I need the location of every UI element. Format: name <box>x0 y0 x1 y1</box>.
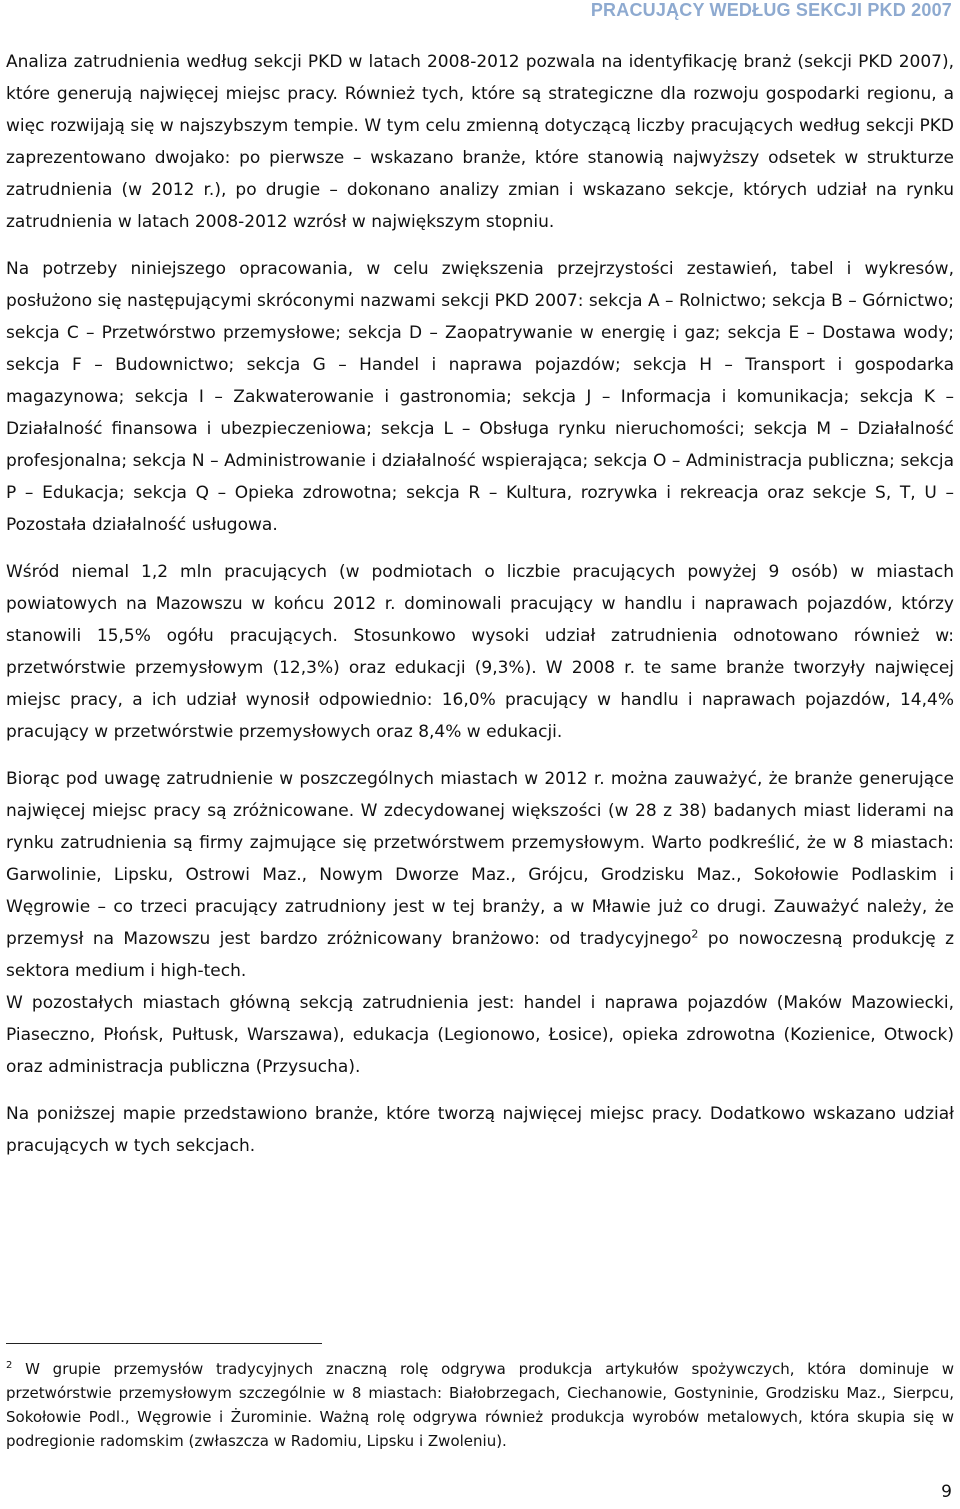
paragraph-cities-industries <box>6 763 954 987</box>
paragraph-cities-industries-text: Biorąc pod uwagę zatrudnienie w poszczególnych miastach w 2012 r. można zauważyć, że branże generujące najwięcej miejsc pracy są zróżnicowane. W zdecydowanej większości (w 28 z 38) badanych miast liderami na rynku zatrudnienia są firmy zajmujące się przetwórstwem przemysłowym. Warto podkreślić, że w 8 miastach: Garwolinie, Lipsku, Ostrowi Maz., Nowym Dworze Maz., Grójcu, Grodzisku Maz., Sokołowie Podlaskim i Węgrowie – co trzeci pracujący zatrudniony jest w tej branży, a w Mławie już co drugi. Zauważyć należy, że przemysł na Mazowszu jest bardzo zróżnicowany branżowo: od tradycyjnego <box>6 769 954 949</box>
footnote-reference[interactable]: 2 <box>691 927 699 941</box>
footnote <box>6 1357 954 1453</box>
paragraph-intro: Analiza zatrudnienia według sekcji PKD w latach 2008-2012 pozwala na identyfikację branż (sekcji PKD 2007), które generują najwięcej miejsc pracy. Również tych, które są strategiczne dla rozwoju gospodarki regionu, a więc rozwijają się w najszybszym tempie. W tym celu zmienną dotyczącą liczby pracujących według sekcji PKD zaprezentowano dwojako: po pierwsze – wskazano branże, które stanowią najwyższy odsetek w strukturze zatrudnienia (w 2012 r.), po drugie – dokonano analizy zmian i wskazano sekcje, których udział na rynku zatrudnienia w latach 2008-2012 wzrósł w największym stopniu. <box>6 52 954 232</box>
footnote-separator <box>6 1343 322 1344</box>
footnote-text: W grupie przemysłów tradycyjnych znaczną rolę odgrywa produkcja artykułów spożywczych, która dominuje w przetwórstwie przemysłowym szczególnie w 8 miastach: Białobrzegach, Ciechanowie, Gostyninie, Grodzisku Maz., Sierpcu, Sokołowie Podl., Węgrowie i Żurominie. Ważną rolę odgrywa również produkcja wyrobów metalowych, która skupia się w podregionie radomskim (zwłaszcza w Radomiu, Lipsku i Zwoleniu). <box>6 1360 954 1450</box>
page-number: 9 <box>941 1482 952 1502</box>
paragraph-cities-industries-tail: po nowoczesną produkcję z sektora medium i high-tech. <box>6 929 954 981</box>
running-header: PRACUJĄCY WEDŁUG SEKCJI PKD 2007 <box>590 0 952 20</box>
paragraph-map-intro: Na poniższej mapie przedstawiono branże, które tworzą najwięcej miejsc pracy. Dodatkowo wskazano udział pracujących w tych sekcjach. <box>6 1104 954 1156</box>
footnote-marker: 2 <box>6 1360 13 1371</box>
paragraph-other-cities: W pozostałych miastach główną sekcją zatrudnienia jest: handel i naprawa pojazdów (Maków Mazowiecki, Piaseczno, Płońsk, Pułtusk, Warszawa), edukacja (Legionowo, Łosice), opieka zdrowotna (Kozienice, Otwock) oraz administracja publiczna (Przysucha). <box>6 993 954 1077</box>
paragraph-section-names: Na potrzeby niniejszego opracowania, w celu zwiększenia przejrzystości zestawień, tabel i wykresów, posłużono się następującymi skróconymi nazwami sekcji PKD 2007: sekcja A – Rolnictwo; sekcja B – Górnictwo; sekcja C – Przetwórstwo przemysłowe; sekcja D – Zaopatrywanie w energię i gaz; sekcja E – Dostawa wody; sekcja F – Budownictwo; sekcja G – Handel i naprawa pojazdów; sekcja H – Transport i gospodarka magazynowa; sekcja I – Zakwaterowanie i gastronomia; sekcja J – Informacja i komunikacja; sekcja K – Działalność finansowa i ubezpieczeniowa; sekcja L – Obsługa rynku nieruchomości; sekcja M – Działalność profesjonalna; sekcja N – Administrowanie i działalność wspierająca; sekcja O – Administracja publiczna; sekcja P – Edukacja; sekcja Q – Opieka zdrowotna; sekcja R – Kultura, rozrywka i rekreacja oraz sekcje S, T, U – Pozostała działalność usługowa. <box>6 259 954 535</box>
paragraph-employment-structure: Wśród niemal 1,2 mln pracujących (w podmiotach o liczbie pracujących powyżej 9 osób) w miastach powiatowych na Mazowszu w końcu 2012 r. dominowali pracujący w handlu i naprawach pojazdów, którzy stanowili 15,5% ogółu pracujących. Stosunkowo wysoki udział zatrudnienia odnotowano również w: przetwórstwie przemysłowym (12,3%) oraz edukacji (9,3%). W 2008 r. te same branże tworzyły najwięcej miejsc pracy, a ich udział wynosił odpowiednio: 16,0% pracujący w handlu i naprawach pojazdów, 14,4% pracujący w przetwórstwie przemysłowych oraz 8,4% w edukacji. <box>6 562 954 742</box>
document-body <box>6 46 954 1177</box>
